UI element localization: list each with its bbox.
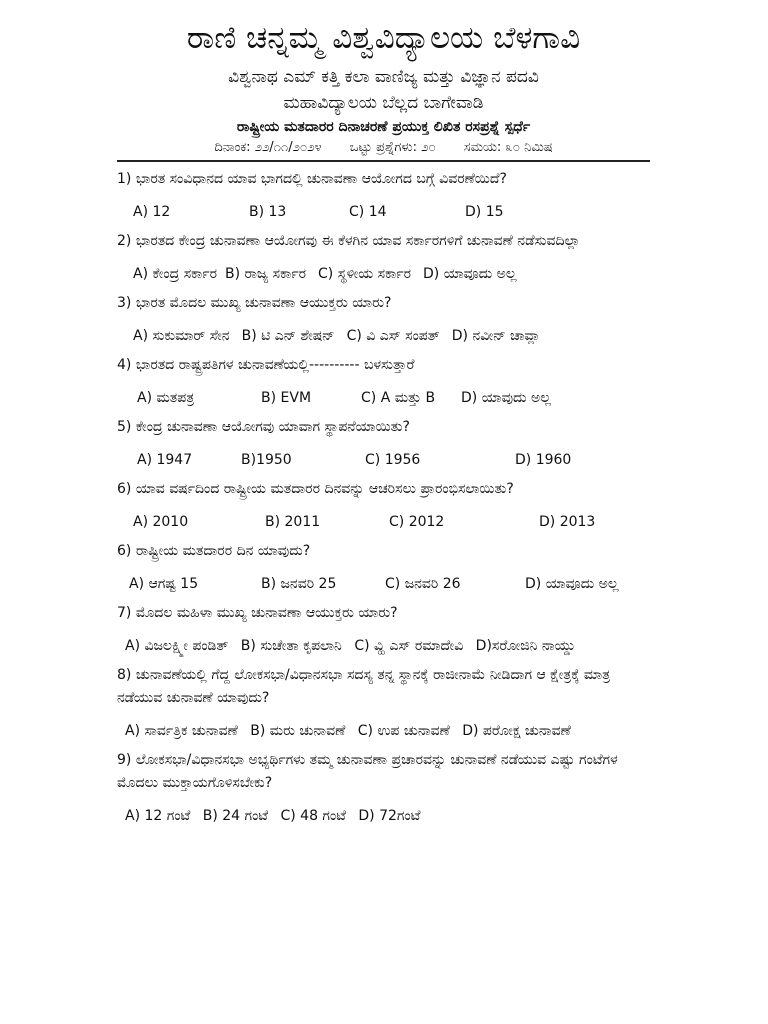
question-text: 7) ಮೊದಲ ಮಹಿಳಾ ಮುಖ್ಯ ಚುನಾವಣಾ ಆಯುಕ್ತರು ಯಾರು? — [117, 605, 398, 621]
option-b: B) ಟಿ ಎನ್ ಶೇಷನ್ — [241, 328, 335, 344]
option-c: C) ಉಪ ಚುನಾವಣೆ — [357, 723, 450, 739]
option-d: D) ನವೀನ್ ಚಾವ್ಲಾ — [451, 328, 541, 344]
question-text: 6) ಯಾವ ವರ್ಷದಿಂದ ರಾಷ್ಟ್ರೀಯ ಮತದಾರರ ದಿನವನ್ನು ಆಚರಿಸಲು ಪ್ರಾರಂಭಿಸಲಾಯಿತು? — [117, 481, 514, 497]
option-a: A) ಸಾರ್ವತ್ರಿಕ ಚುನಾವಣೆ — [125, 723, 238, 739]
question-options — [117, 263, 650, 286]
college-name-line-1: ವಿಶ್ವನಾಥ ಎಮ್ ಕತ್ತಿ ಕಲಾ ವಾಣಿಜ್ಯ ಮತ್ತು ವಿಜ್ಞಾನ ಪದವಿ — [228, 67, 539, 87]
question-text: 8) ಚುನಾವಣೆಯಲ್ಲಿ ಗೆದ್ದ ಲೋಕಸಭಾ/ವಿಧಾನಸಭಾ ಸದಸ್ಯ ತನ್ನ ಸ್ಥಾನಕ್ಕೆ ರಾಜೀನಾಮೆ ನೀಡಿದಾಗ ಆ ಕ್ಷೇತ್ರಕ್ಕೆ ಮಾತ್ರ ನಡೆಯುವ ಚುನಾವಣೆ ಯಾವುದು? — [117, 667, 611, 706]
college-name-line-2: ಮಹಾವಿದ್ಯಾಲಯ ಬೆಲ್ಲದ ಬಾಗೇವಾಡಿ — [283, 93, 484, 113]
question-list — [117, 168, 650, 828]
question-10 — [117, 749, 650, 828]
option-b: B) 24 ಗಂಟೆ — [202, 808, 269, 824]
option-b: B) EVM — [261, 390, 312, 406]
option-a: A) 12 — [133, 204, 171, 220]
option-d: D) ಯಾವೂದು ಅಲ್ಲ — [525, 576, 619, 592]
option-c: C) A ಮತ್ತು B — [361, 390, 436, 406]
exam-meta — [117, 138, 650, 158]
option-a: A) ವಿಜಲಕ್ಷ್ಮೀ ಪಂಡಿತ್ — [125, 638, 229, 654]
exam-date: ದಿನಾಂಕ: ೨೨/೧೧/೨೦೨೪ — [214, 140, 322, 155]
option-a: A) ಸುಕುಮಾರ್ ಸೇನ — [133, 328, 230, 344]
option-d: D) ಪರೋಕ್ಷ ಚುನಾವಣೆ — [462, 723, 571, 739]
option-a: A) 2010 — [133, 514, 189, 530]
question-6 — [117, 478, 650, 534]
question-text: 6) ರಾಷ್ಟ್ರೀಯ ಮತದಾರರ ದಿನ ಯಾವುದು? — [117, 543, 311, 559]
option-b: B)1950 — [241, 452, 292, 468]
question-text: 1) ಭಾರತ ಸಂವಿಧಾನದ ಯಾವ ಭಾಗದಲ್ಲಿ ಚುನಾವಣಾ ಆಯೋಗದ ಬಗ್ಗೆ ವಿವರಣೆಯಿದೆ? — [117, 171, 507, 187]
option-d: D) ಯಾವುದು ಅಲ್ಲ — [461, 390, 551, 406]
paper-header — [117, 0, 650, 162]
option-c: C) 48 ಗಂಟೆ — [280, 808, 346, 824]
question-options — [117, 325, 650, 348]
exam-time: ಸಮಯ: ೩೦ ನಿಮಿಷ — [463, 140, 553, 155]
option-a: A) ಆಗಷ್ಟ 15 — [129, 576, 199, 592]
question-5 — [117, 416, 650, 472]
question-text: 3) ಭಾರತ ಮೊದಲ ಮುಖ್ಯ ಚುನಾವಣಾ ಆಯುಕ್ತರು ಯಾರು? — [117, 295, 392, 311]
question-options — [117, 720, 650, 743]
option-d: D) 15 — [465, 204, 504, 220]
question-1 — [117, 168, 650, 224]
university-name: ರಾಣಿ ಚನ್ನಮ್ಮ ವಿಶ್ವವಿದ್ಯಾಲಯ ಬೆಳಗಾವಿ — [186, 20, 581, 56]
option-b: B) ಸುಚೇತಾ ಕೃಪಲಾನಿ — [240, 638, 342, 654]
question-3 — [117, 292, 650, 348]
question-text: 2) ಭಾರತದ ಕೇಂದ್ರ ಚುನಾವಣಾ ಆಯೋಗವು ಈ ಕೆಳಗಿನ ಯಾವ ಸರ್ಕಾರಗಳಿಗೆ ಚುನಾವಣೆ ನಡೆಸುವದಿಲ್ಲಾ — [117, 233, 581, 249]
option-d: D) 2013 — [539, 514, 596, 530]
option-d: D) 1960 — [515, 452, 572, 468]
option-c: C) ಜನವರಿ 26 — [385, 576, 461, 592]
option-a: A) 1947 — [137, 452, 193, 468]
option-c: C) ವ್ಹಿ ಎಸ್ ರಮಾದೇವಿ — [354, 638, 464, 654]
option-d: D)ಸರೋಜಿನಿ ನಾಯ್ಡು — [475, 638, 576, 654]
option-c: C) 14 — [349, 204, 387, 220]
option-b: B) ಮರು ಚುನಾವಣೆ — [250, 723, 346, 739]
option-c: C) ವಿ ಎಸ್ ಸಂಪತ್ — [346, 328, 440, 344]
question-text: 5) ಕೇಂದ್ರ ಚುನಾವಣಾ ಆಯೋಗವು ಯಾವಾಗ ಸ್ಥಾಪನೆಯಾಯಿತು? — [117, 419, 410, 435]
option-d: D) ಯಾವೂದು ಅಲ್ಲ — [423, 266, 517, 282]
option-b: B) ಜನವರಿ 25 — [261, 576, 337, 592]
option-a: A) ಮತಪತ್ರ — [137, 390, 195, 406]
option-b: B) 2011 — [265, 514, 321, 530]
question-2 — [117, 230, 650, 286]
question-text: 4) ಭಾರತದ ರಾಷ್ಟ್ರಪತಿಗಳ ಚುನಾವಣೆಯಲ್ಲಿ---------- ಬಳಸುತ್ತಾರೆ — [117, 357, 415, 373]
header-divider — [117, 160, 650, 162]
option-c: C) ಸ್ಥಳೀಯ ಸರ್ಕಾರ — [318, 266, 412, 282]
option-a: A) 12 ಗಂಟೆ — [125, 808, 191, 824]
option-b: B) ರಾಜ್ಯ ಸರ್ಕಾರ — [225, 266, 307, 282]
question-options — [117, 511, 650, 534]
option-c: C) 2012 — [389, 514, 445, 530]
question-options — [117, 201, 650, 224]
question-4 — [117, 354, 650, 410]
question-options — [117, 635, 650, 658]
competition-title: ರಾಷ್ಟ್ರೀಯ ಮತದಾರರ ದಿನಾಚರಣೆ ಪ್ರಯುಕ್ತ ಲಿಖಿತ ರಸಪ್ರಶ್ನೆ ಸ್ಪರ್ಧೆ — [236, 119, 531, 135]
question-options — [117, 449, 650, 472]
option-b: B) 13 — [249, 204, 287, 220]
option-a: A) ಕೇಂದ್ರ ಸರ್ಕಾರ — [133, 266, 218, 282]
question-9 — [117, 664, 650, 743]
question-text: 9) ಲೋಕಸಭಾ/ವಿಧಾನಸಭಾ ಅಭ್ಯರ್ಥಿಗಳು ತಮ್ಮ ಚುನಾವಣಾ ಪ್ರಚಾರವನ್ನು ಚುನಾವಣೆ ನಡೆಯುವ ಎಷ್ಟು ಗಂಟೆಗಳ ಮೊದಲು ಮುಕ್ತಾಯಗೊಳಿಸಬೇಕು? — [117, 752, 618, 791]
option-d: D) 72ಗಂಟೆ — [358, 808, 421, 824]
total-questions: ಒಟ್ಟು ಪ್ರಶ್ನೆಗಳು: ೨೦ — [349, 140, 436, 155]
question-options — [117, 573, 650, 596]
option-c: C) 1956 — [365, 452, 421, 468]
question-7 — [117, 540, 650, 596]
question-options — [117, 387, 650, 410]
question-8 — [117, 602, 650, 658]
question-options — [117, 805, 650, 828]
